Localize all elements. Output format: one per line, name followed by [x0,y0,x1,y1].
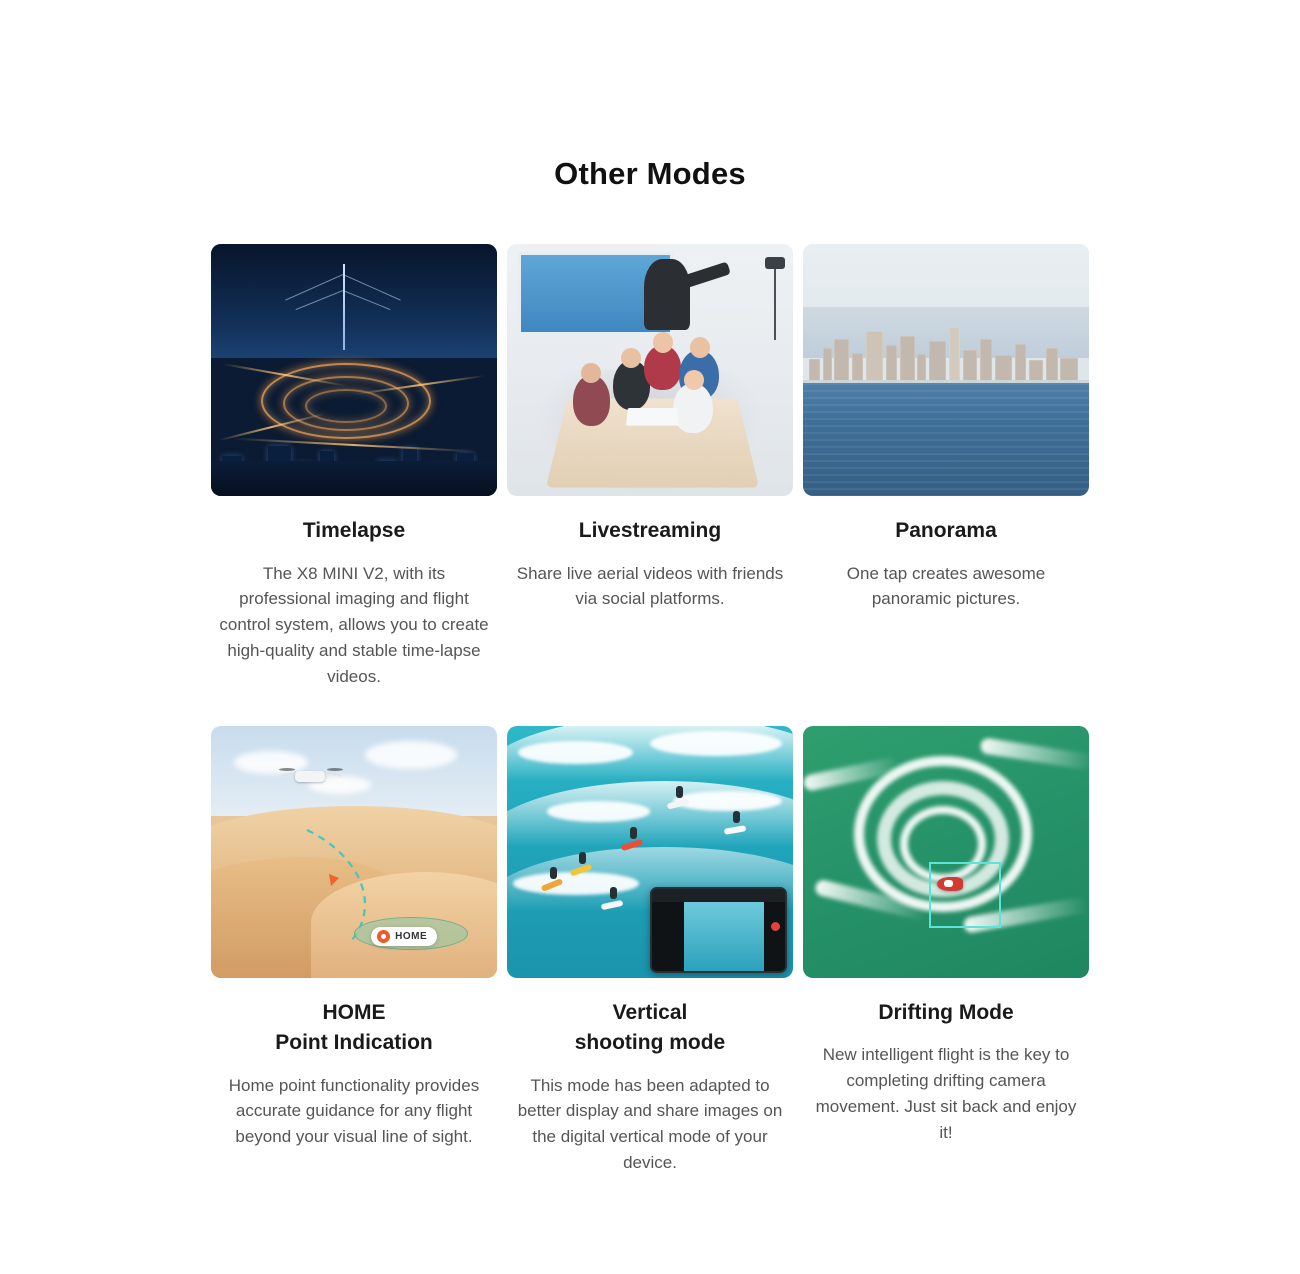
mode-card-livestreaming[interactable] [507,244,793,690]
mode-card-panorama[interactable] [803,244,1089,690]
card-title-home-line2: Point Indication [275,1031,433,1055]
card-title-panorama: Panorama [895,519,997,543]
drone-icon [285,766,337,786]
mode-card-home-point[interactable] [211,726,497,1176]
record-button-icon[interactable] [771,922,780,931]
page-title: Other Modes [554,156,746,191]
mode-card-timelapse[interactable] [211,244,497,690]
timelapse-image [211,244,497,496]
card-description-home-point: Home point functionality provides accurate guidance for any flight beyond your visual line of sight. [228,1075,480,1147]
card-title-home-line1: HOME [322,1000,386,1024]
modes-grid [210,192,1090,1176]
home-point-marker [371,927,437,946]
home-point-image [211,726,497,978]
mode-card-vertical-shooting[interactable] [507,726,793,1176]
card-description-vertical-shooting: This mode has been adapted to better display and share images on the digital vertical mode of your device. [517,1075,783,1173]
card-title-timelapse: Timelapse [302,519,406,543]
card-title-vertical-line2: shooting mode [574,1031,726,1055]
card-title-drifting: Drifting Mode [878,1000,1014,1024]
phone-preview [650,887,787,973]
livestreaming-image [507,244,793,496]
card-description-timelapse: The X8 MINI V2, with its professional imaging and flight control system, allows you to create high-quality and stable time-lapse videos. [219,563,489,686]
tracking-box-icon [929,862,1001,928]
card-title-vertical-shooting [507,998,793,1059]
jet-ski-icon [937,877,963,891]
card-description-drifting: New intelligent flight is the key to completing drifting camera movement. Just sit back and enjoy it! [815,1045,1077,1142]
mode-card-drifting[interactable] [803,726,1089,1176]
card-description-livestreaming: Share live aerial videos with friends via social platforms. [516,563,784,609]
card-title-home-point [211,998,497,1059]
card-title-vertical-line1: Vertical [612,1000,688,1024]
map-pin-icon [377,930,390,943]
drifting-mode-image [803,726,1089,978]
vertical-shooting-image [507,726,793,978]
home-marker-label: HOME [395,931,428,943]
grid-row-separator [211,690,1089,726]
card-title-livestreaming: Livestreaming [578,519,722,543]
panorama-image [803,244,1089,496]
card-description-panorama: One tap creates awesome panoramic pictures. [846,563,1046,609]
